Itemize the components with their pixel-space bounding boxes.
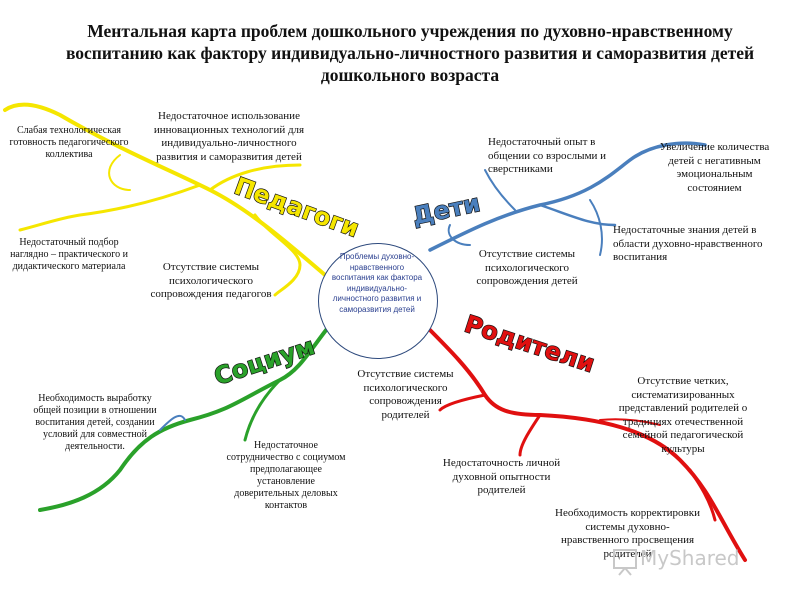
teachers-item: Недостаточный подбор наглядно – практического и дидактического материала [10,237,128,272]
children-item: Отсутствие системы психологического сопровождения детей [476,248,578,287]
society-heading: Социум [210,332,319,391]
page-title: Ментальная карта проблем дошкольного учреждения по духовно-нравственному воспитанию как фактору индивидуально-личностного развития и саморазвития детей дошкольного возраста [65,21,755,85]
children-heading: Дети [409,188,483,231]
society-item: Недостаточное сотрудничество с социумом предполагающее установление доверительных деловых контактов [226,440,346,511]
teachers-item: Недостаточное использование инновационных технологий для индивидуально-личностного развития и саморазвития детей [153,110,305,163]
teachers-item: Слабая технологическая готовность педагогического коллектива [9,125,129,160]
teachers-item: Отсутствие системы психологического сопровождения педагогов [150,261,272,300]
children-item: Недостаточный опыт в общении со взрослыми и сверстниками [488,136,607,175]
parents-item: Недостаточность личной духовной опытности родителей [442,457,561,496]
central-node-text: Проблемы духовно-нравственного воспитания как фактора индивидуально-личностного развития и саморазвития детей [331,252,423,314]
parents-heading: Родители [461,309,599,379]
parents-item: Отсутствие системы психологического сопровождения родителей [357,368,454,421]
watermark-text: MyShared [640,546,740,570]
parents-item: Отсутствие четких, систематизированных представлений родителей о традициях отечественной семейной педагогической культуры [618,375,748,455]
teachers-heading: Педагоги [230,172,363,243]
parents-item: Необходимость корректировки системы духовно-нравственного просвещения родителей [555,507,700,560]
children-item: Недостаточные знания детей в области духовно-нравственного воспитания [613,224,763,263]
children-item: Увеличение количества детей с негативным эмоциональным состоянием [659,141,770,194]
society-item: Необходимость выработку общей позиции в отношении воспитания детей, создании условий для совместной деятельности. [33,393,157,452]
